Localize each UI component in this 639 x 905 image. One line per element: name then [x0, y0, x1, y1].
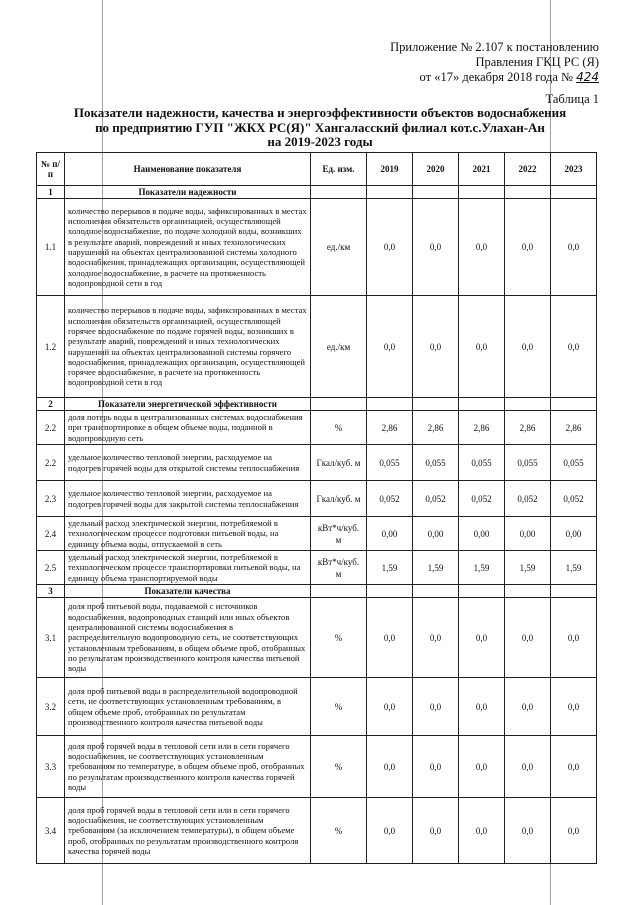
title-line-2: по предприятию ГУП "ЖКХ РС(Я)" Хангаласский филиал кот.с.Улахан-Ан — [95, 119, 545, 135]
row-value: 0,0 — [367, 798, 413, 864]
row-num: 2.2 — [37, 445, 65, 481]
row-unit: Гкал/куб. м — [311, 445, 367, 481]
row-value: 0,0 — [459, 296, 505, 398]
row-num: 3.1 — [37, 598, 65, 678]
col-header-name: Наименование показателя — [65, 153, 311, 186]
row-unit: % — [311, 598, 367, 678]
empty-cell — [505, 398, 551, 411]
row-name: доля проб горячей воды в тепловой сети или в сети горячего водоснабжения, не соответствующих установленным требованиям (за исключением температуры), в общем объеме проб, отобранных по результатам производственного контроля качества горячей воды — [65, 798, 311, 864]
row-value: 2,86 — [505, 411, 551, 445]
empty-cell — [551, 585, 597, 598]
row-name: количество перерывов в подаче воды, зафиксированных в местах исполнения обязательств организацией, осуществляющей горячее водоснабжение по подаче горячей воды, возникших в результате аварий, повреждений и иных технологических нарушений на объектах централизованной системы горячего водоснабжения, принадлежащих организации, осуществляющей горячее водоснабжение, в расчете на протяженность водопроводной сети в год — [65, 296, 311, 398]
row-value: 0,0 — [505, 798, 551, 864]
section-num: 3 — [37, 585, 65, 598]
section-num: 2 — [37, 398, 65, 411]
row-unit: % — [311, 798, 367, 864]
row-value: 0,0 — [367, 296, 413, 398]
empty-cell — [413, 186, 459, 199]
row-value: 0,0 — [551, 199, 597, 296]
indicators-table — [36, 152, 597, 864]
section-title: Показатели надежности — [65, 186, 311, 199]
row-num: 2.5 — [37, 551, 65, 585]
row-value: 0,00 — [367, 517, 413, 551]
empty-cell — [367, 186, 413, 199]
row-num: 2.2 — [37, 411, 65, 445]
section-header-row — [37, 585, 597, 598]
row-num: 3.3 — [37, 736, 65, 798]
table-label: Таблица 1 — [545, 92, 599, 106]
empty-cell — [505, 186, 551, 199]
row-name: удельный расход электрической энергии, потребляемой в технологическом процессе транспортировки питьевой воды, на единицу объема транспортируемой воды — [65, 551, 311, 585]
empty-cell — [413, 398, 459, 411]
col-header-num: № п/п — [37, 153, 65, 186]
row-unit: кВт*ч/куб. м — [311, 551, 367, 585]
row-value: 0,0 — [459, 199, 505, 296]
empty-cell — [311, 186, 367, 199]
row-value: 2,86 — [459, 411, 505, 445]
section-num: 1 — [37, 186, 65, 199]
row-value: 0,0 — [459, 598, 505, 678]
row-value: 1,59 — [551, 551, 597, 585]
section-header-row — [37, 186, 597, 199]
row-value: 0,0 — [551, 598, 597, 678]
row-value: 0,0 — [551, 736, 597, 798]
row-num: 3.4 — [37, 798, 65, 864]
row-value: 0,0 — [413, 798, 459, 864]
empty-cell — [413, 585, 459, 598]
row-unit: % — [311, 411, 367, 445]
section-title: Показатели энергетической эффективности — [65, 398, 311, 411]
col-header-year: 2021 — [459, 153, 505, 186]
approval-header — [390, 40, 599, 85]
section-title: Показатели качества — [65, 585, 311, 598]
table-row — [37, 445, 597, 481]
row-value: 0,0 — [551, 798, 597, 864]
col-header-year: 2020 — [413, 153, 459, 186]
table-row — [37, 199, 597, 296]
row-num: 1.1 — [37, 199, 65, 296]
empty-cell — [551, 398, 597, 411]
row-value: 0,052 — [551, 481, 597, 517]
row-value: 0,055 — [413, 445, 459, 481]
approval-date: от «17» декабря 2018 года № — [419, 70, 573, 84]
row-value: 0,0 — [459, 798, 505, 864]
row-name: удельное количество тепловой энергии, расходуемое на подогрев горячей воды для закрытой системы теплоснабжения — [65, 481, 311, 517]
row-num: 2.3 — [37, 481, 65, 517]
table-row — [37, 296, 597, 398]
row-unit: Гкал/куб. м — [311, 481, 367, 517]
col-header-year: 2019 — [367, 153, 413, 186]
row-value: 0,0 — [505, 296, 551, 398]
row-value: 1,59 — [367, 551, 413, 585]
table-header-row — [37, 153, 597, 186]
row-name: удельное количество тепловой энергии, расходуемое на подогрев горячей воды для открытой системы теплоснабжения — [65, 445, 311, 481]
row-value: 0,0 — [367, 199, 413, 296]
table-row — [37, 598, 597, 678]
row-value: 1,59 — [459, 551, 505, 585]
row-value: 0,052 — [367, 481, 413, 517]
row-value: 2,86 — [367, 411, 413, 445]
col-header-year: 2023 — [551, 153, 597, 186]
row-value: 0,00 — [413, 517, 459, 551]
empty-cell — [367, 585, 413, 598]
row-num: 2.4 — [37, 517, 65, 551]
approval-line-1: Приложение № 2.107 к постановлению — [390, 40, 599, 54]
empty-cell — [459, 398, 505, 411]
row-unit: ед./км — [311, 199, 367, 296]
table-row — [37, 798, 597, 864]
row-value: 0,0 — [459, 736, 505, 798]
table-row — [37, 551, 597, 585]
row-value: 0,0 — [551, 678, 597, 736]
table-row — [37, 736, 597, 798]
row-name: доля проб питьевой воды в распределительной водопроводной сети, не соответствующих установленным требованиям, в общем объеме проб, отобранных по результатам производственного контроля качества питьевой воды — [65, 678, 311, 736]
row-value: 0,055 — [551, 445, 597, 481]
row-value: 2,86 — [413, 411, 459, 445]
table-row — [37, 411, 597, 445]
title-line-3: на 2019-2023 годы — [267, 134, 373, 149]
row-num: 1.2 — [37, 296, 65, 398]
row-value: 0,00 — [459, 517, 505, 551]
row-value: 0,0 — [413, 598, 459, 678]
table-row — [37, 481, 597, 517]
empty-cell — [367, 398, 413, 411]
order-number: 424 — [576, 70, 599, 84]
row-name: удельный расход электрической энергии, потребляемой в технологическом процессе подготовки питьевой воды, на единицу объема воды, отпускаемой в сеть — [65, 517, 311, 551]
section-header-row — [37, 398, 597, 411]
row-value: 0,0 — [505, 736, 551, 798]
row-num: 3.2 — [37, 678, 65, 736]
col-header-year: 2022 — [505, 153, 551, 186]
row-value: 0,0 — [413, 199, 459, 296]
row-value: 0,052 — [459, 481, 505, 517]
row-value: 0,0 — [367, 598, 413, 678]
row-value: 0,0 — [413, 296, 459, 398]
row-name: количество перерывов в подаче воды, зафиксированных в местах исполнения обязательств организацией, осуществляющей холодное водоснабжение, по подаче холодной воды, возникших в результате аварий, повреждений и иных технологических нарушений на объектах централизованной системы холодного водоснабжения, принадлежащих организации, осуществляющей холодное водоснабжение, в расчете на протяженность водопроводной сети в год — [65, 199, 311, 296]
document-title — [30, 106, 610, 150]
empty-cell — [459, 585, 505, 598]
row-value: 0,0 — [551, 296, 597, 398]
row-unit: ед./км — [311, 296, 367, 398]
empty-cell — [551, 186, 597, 199]
table-row — [37, 517, 597, 551]
row-value: 0,055 — [505, 445, 551, 481]
row-unit: кВт*ч/куб. м — [311, 517, 367, 551]
row-value: 0,0 — [459, 678, 505, 736]
row-unit: % — [311, 678, 367, 736]
row-name: доля проб питьевой воды, подаваемой с источников водоснабжения, водопроводных станций или иных объектов централизованной системы водоснабжения в распределительную водопроводную сеть, не соответствующих установленным требованиям, в общем объеме проб, отобранных по результатам производственного контроля качества питьевой воды — [65, 598, 311, 678]
row-value: 2,86 — [551, 411, 597, 445]
row-value: 0,0 — [413, 736, 459, 798]
row-value: 0,0 — [367, 736, 413, 798]
row-value: 1,59 — [505, 551, 551, 585]
empty-cell — [459, 186, 505, 199]
row-value: 0,0 — [505, 598, 551, 678]
row-value: 0,00 — [551, 517, 597, 551]
row-value: 0,055 — [459, 445, 505, 481]
row-value: 0,052 — [413, 481, 459, 517]
col-header-unit: Ед. изм. — [311, 153, 367, 186]
row-value: 0,0 — [505, 199, 551, 296]
empty-cell — [311, 398, 367, 411]
approval-line-3 — [390, 70, 599, 85]
row-value: 0,00 — [505, 517, 551, 551]
row-name: доля проб горячей воды в тепловой сети или в сети горячего водоснабжения, не соответствующих установленным требованиям по температуре, в общем объеме проб, отобранных по результатам производственного контроля качества горячей воды — [65, 736, 311, 798]
row-value: 0,0 — [413, 678, 459, 736]
row-value: 0,0 — [505, 678, 551, 736]
row-value: 0,052 — [505, 481, 551, 517]
row-name: доля потерь воды в централизованных системах водоснабжения при транспортировке в общем объеме воды, поданной в водопроводную сеть — [65, 411, 311, 445]
row-value: 1,59 — [413, 551, 459, 585]
empty-cell — [311, 585, 367, 598]
row-value: 0,0 — [367, 678, 413, 736]
approval-line-2: Правления ГКЦ РС (Я) — [475, 55, 599, 69]
empty-cell — [505, 585, 551, 598]
title-line-1: Показатели надежности, качества и энергоэффективности объектов водоснабжения — [73, 105, 567, 120]
table-row — [37, 678, 597, 736]
row-value: 0,055 — [367, 445, 413, 481]
row-unit: % — [311, 736, 367, 798]
